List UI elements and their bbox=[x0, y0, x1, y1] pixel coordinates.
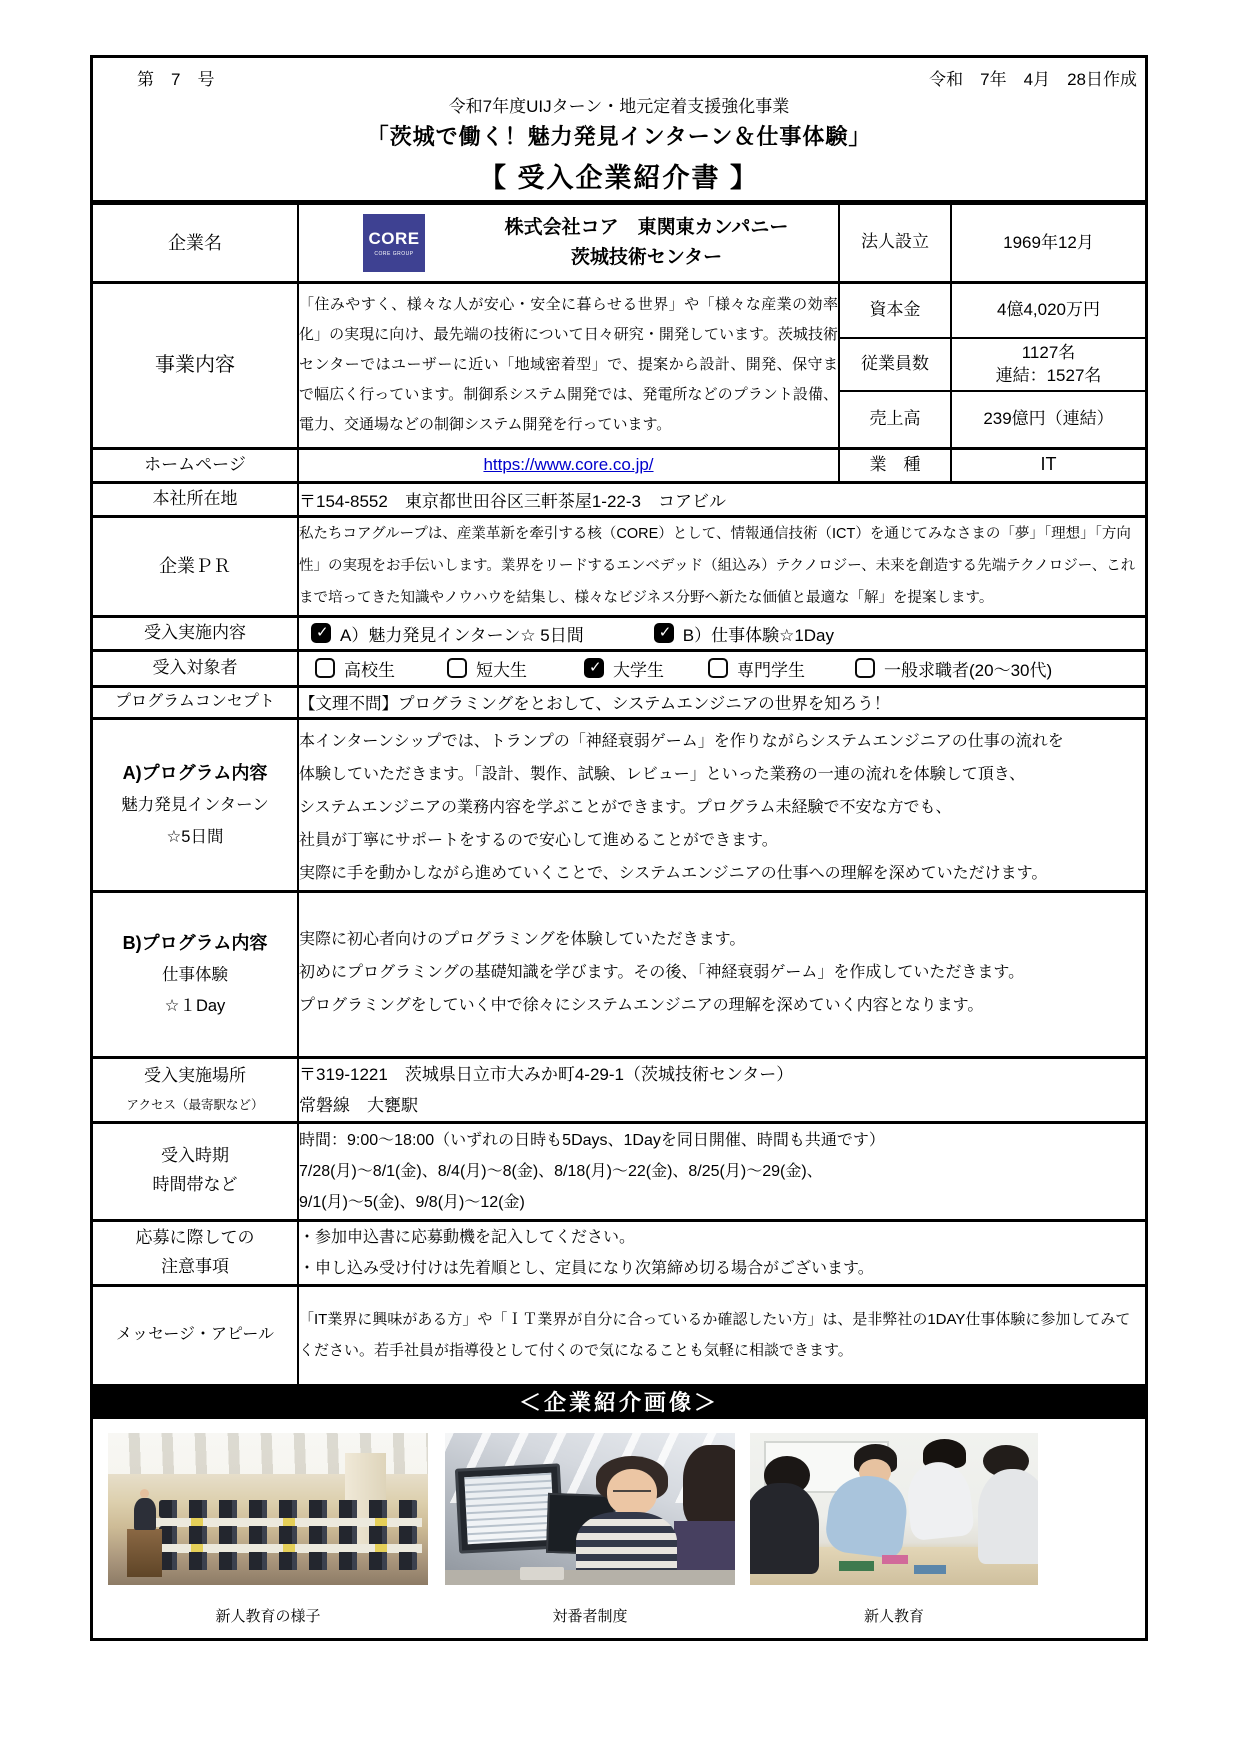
document-header bbox=[93, 58, 1145, 203]
checkbox-university bbox=[584, 658, 604, 678]
industry-value: IT bbox=[951, 448, 1145, 482]
target-highschool: 高校生 bbox=[315, 656, 395, 681]
target-university: ✓ 大学生 bbox=[584, 656, 664, 681]
industry-label: 業 種 bbox=[839, 448, 951, 482]
message-text: 「IT業界に興味がある方」や「ＩＴ業界が自分に合っているか確認したい方」は、是非弊社の1DAY仕事体験に参加してみてください。若手社員が指導役として付くので気になることも気軽に相談できます。 bbox=[299, 1311, 1131, 1360]
founded-value: 1969年12月 bbox=[951, 204, 1145, 282]
checkbox-intern-5days bbox=[311, 623, 331, 643]
notes-value: ・参加申込書に応募動機を記入してください。 ・申し込み受け付けは先着順とし、定員になり次第締め切る場合がございます。 bbox=[298, 1220, 1145, 1285]
homepage-link[interactable]: https://www.core.co.jp/ bbox=[483, 455, 654, 474]
target-jobseeker: 一般求職者(20～30代) bbox=[855, 656, 1052, 681]
target-vocational: 専門学生 bbox=[708, 656, 805, 681]
photo-mentor-system bbox=[445, 1433, 735, 1585]
schedule-label: 受入時期 時間帯など bbox=[93, 1122, 298, 1220]
schedule-value: 時間：9:00～18:00（いずれの日時も5Days、1Dayを同日開催、時間も共通です） 7/28(月)～8/1(金)、8/4(月)～8(金)、8/18(月)～22(金)、8/25(月)～29(金)、 9/1(月)～5(金)、9/8(月)～12(金) bbox=[298, 1122, 1145, 1220]
sales-value: 239億円（連結） bbox=[951, 391, 1145, 448]
photo-training-room bbox=[108, 1433, 428, 1585]
pr-label: 企業ＰＲ bbox=[93, 516, 298, 616]
headquarters-value: 〒154-8552 東京都世田谷区三軒茶屋1-22-3 コアビル bbox=[298, 482, 1145, 516]
program-a-text: 本インターンシップでは、トランプの「神経衰弱ゲーム」を作りながらシステムエンジニアの仕事の流れを 体験していただきます。「設計、製作、試験、レビュー」といった業務の一連の流れを体験して頂き、 システムエンジニアの業務内容を学ぶことができます。プログラム未経験で不安な方でも、 社員が丁寧にサポートをするので安心して進めることができます。 実際に手を動かしながら進めていくことで、システムエンジニアの仕事への理解を深めていただけます。 bbox=[298, 718, 1145, 891]
headquarters-label: 本社所在地 bbox=[93, 482, 298, 516]
company-photo-gallery bbox=[93, 1419, 1145, 1638]
program-b-label: B)プログラム内容 仕事体験 ☆１Day bbox=[93, 891, 298, 1057]
acceptance-option-b: ✓ B）仕事体験☆1Day bbox=[654, 621, 834, 646]
capital-value: 4億4,020万円 bbox=[951, 282, 1145, 338]
message-label: メッセージ・アピール bbox=[93, 1285, 298, 1385]
concept-text: 【文理不問】プログラミングをとおして、システムエンジニアの世界を知ろう！ bbox=[298, 686, 1145, 718]
business-label: 事業内容 bbox=[93, 282, 298, 448]
photo-new-employee-training bbox=[750, 1433, 1038, 1585]
employees-value: 1127名 連結：1527名 bbox=[951, 338, 1145, 391]
checkbox-vocational bbox=[708, 658, 728, 678]
acceptance-option-a: ✓ A）魅力発見インターン☆ 5日間 bbox=[311, 621, 584, 646]
notes-label: 応募に際しての 注意事項 bbox=[93, 1220, 298, 1285]
program-name-line2: 「茨城で働く！魅力発見インターン＆仕事体験」 bbox=[366, 124, 872, 149]
photo-caption-training-room: 新人教育の様子 bbox=[215, 1608, 321, 1625]
location-label: 受入実施場所 アクセス（最寄駅など） bbox=[93, 1057, 298, 1122]
photo-caption-mentor-system: 対番者制度 bbox=[552, 1608, 628, 1625]
sales-label: 売上高 bbox=[839, 391, 951, 448]
program-b-text: 実際に初心者向けのプログラミングを体験していただきます。 初めにプログラミングの基礎知識を学びます。その後、「神経衰弱ゲーム」を作成していただきます。 プログラミングをしていく中で徐々にシステムエンジニアの理解を深めていく内容となります。 bbox=[298, 891, 1145, 1057]
homepage-label: ホームページ bbox=[93, 448, 298, 482]
program-a-label: A)プログラム内容 魅力発見インターン ☆5日間 bbox=[93, 718, 298, 891]
company-name-value: 株式会社コア 東関東カンパニー 茨城技術センター bbox=[504, 217, 789, 268]
target-options bbox=[299, 656, 1145, 681]
photo-caption-new-employee-training: 新人教育 bbox=[863, 1608, 924, 1625]
company-name-label: 企業名 bbox=[93, 204, 298, 282]
acceptance-label: 受入実施内容 bbox=[93, 616, 298, 650]
doc-number: 第 7 号 bbox=[137, 70, 215, 89]
checkbox-juniorcollege bbox=[447, 658, 467, 678]
employees-label: 従業員数 bbox=[839, 338, 951, 391]
company-intro-sheet bbox=[90, 55, 1148, 1641]
program-name-line1: 令和7年度UIJターン・地元定着支援強化事業 bbox=[448, 97, 790, 116]
company-info-table bbox=[93, 203, 1145, 1386]
gallery-banner: ＜企業紹介画像＞ bbox=[93, 1386, 1145, 1419]
location-value: 〒319-1221 茨城県日立市大みか町4-29-1（茨城技術センター） 常磐線 大甕駅 bbox=[298, 1057, 1145, 1122]
created-date: 令和 7年 4月 28日作成 bbox=[929, 70, 1137, 89]
target-juniorcollege: 短大生 bbox=[447, 656, 527, 681]
founded-label: 法人設立 bbox=[839, 204, 951, 282]
targets-label: 受入対象者 bbox=[93, 650, 298, 686]
acceptance-options bbox=[299, 621, 1145, 646]
core-logo: CORE CORE GROUP bbox=[363, 214, 425, 272]
capital-label: 資本金 bbox=[839, 282, 951, 338]
checkbox-work-1day bbox=[654, 623, 674, 643]
concept-label: プログラムコンセプト bbox=[93, 686, 298, 718]
pr-text: 私たちコアグループは、産業革新を牽引する核（CORE）として、情報通信技術（ICT）を通じてみなさまの「夢」「理想」「方向性」の実現をお手伝いします。業界をリードするエンベデッド（組込み）テクノロジー、未来を創造する先端テクノロジー、これまで培ってきた知識やノウハウを結集し、様々なビジネス分野へ新たな価値と最適な「解」を提案します。 bbox=[299, 526, 1136, 606]
checkbox-jobseeker bbox=[855, 658, 875, 678]
checkbox-highschool bbox=[315, 658, 335, 678]
page-title: 【 受入企業紹介書 】 bbox=[478, 163, 759, 193]
business-description: 「住みやすく、様々な人が安心・安全に暮らせる世界」や「様々な産業の効率化」の実現に向け、最先端の技術について日々研究・開発しています。茨城技術センターではユーザーに近い「地域密着型」で、提案から設計、開発、保守まで幅広く行っています。制御系システム開発では、発電所などのプラント設備、電力、交通場などの制御システム開発を行っています。 bbox=[299, 296, 838, 433]
